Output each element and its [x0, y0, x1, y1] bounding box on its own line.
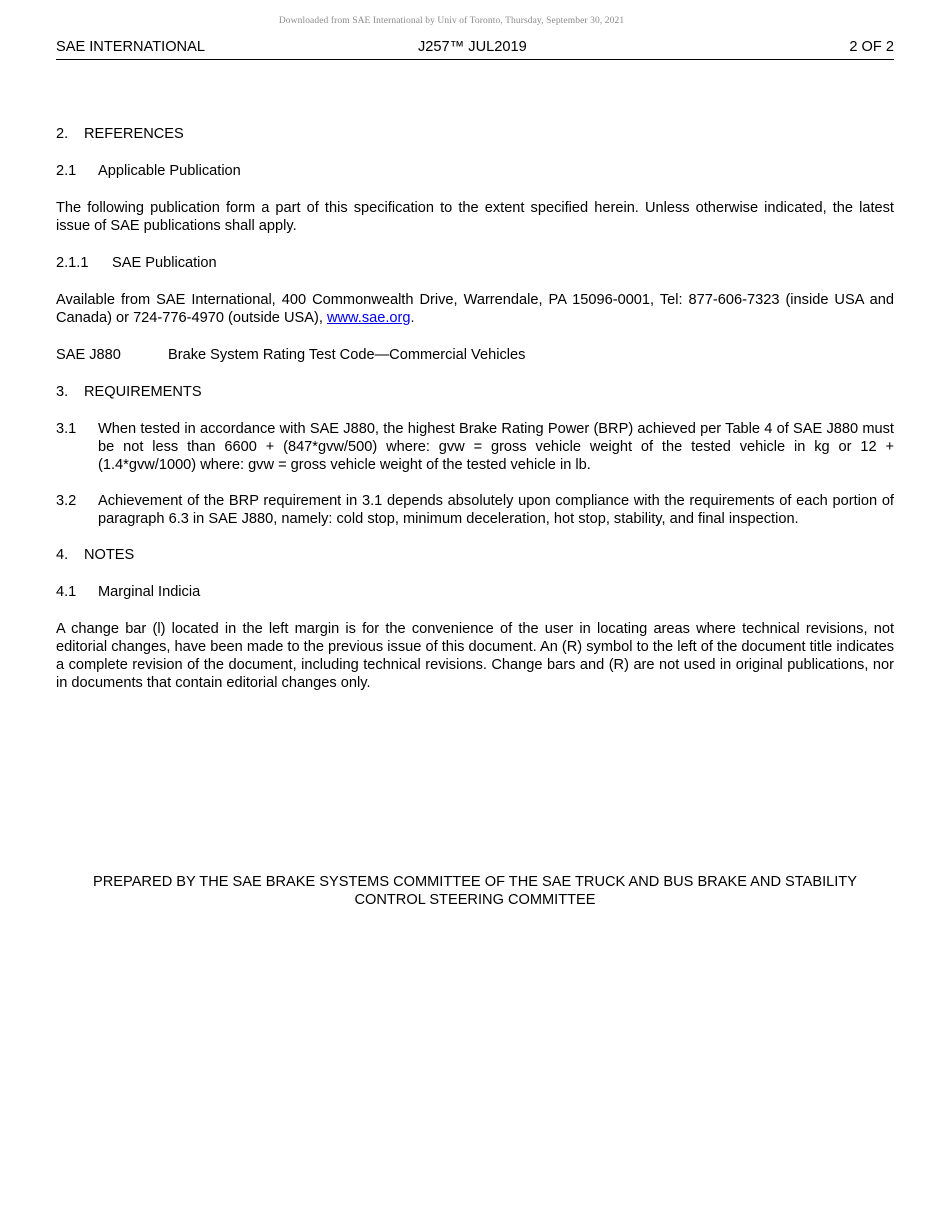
availability-text-end: .	[410, 310, 415, 326]
requirement-item	[56, 492, 894, 528]
header-page-number: 2 OF 2	[849, 39, 894, 55]
prepared-by-line-1: PREPARED BY THE SAE BRAKE SYSTEMS COMMITTEE OF THE SAE TRUCK AND BUS BRAKE AND STABILITY	[93, 874, 857, 890]
section-notes-heading	[56, 546, 894, 564]
section-number: 3.	[56, 384, 69, 400]
marginal-indicia-text: A change bar (l) located in the left margin is for the convenience of the user in locating areas where technical revisions, not editorial changes, have been made to the previous issue of this document. An (R) symbol to the left of the document title indicates a complete revision of the document, including technical revisions. Change bars and (R) are not used in original publications, nor in documents that contain editorial changes only.	[56, 621, 894, 691]
header-organization: SAE INTERNATIONAL	[56, 39, 205, 55]
section-title: REQUIREMENTS	[84, 384, 202, 400]
reference-title: Brake System Rating Test Code—Commercial Vehicles	[168, 347, 526, 363]
requirement-text: When tested in accordance with SAE J880, the highest Brake Rating Power (BRP) achieved per Table 4 of SAE J880 must be not less than 6600 + (847*gvw/500) where: gvw = gross vehicle weight of the tested vehicle in kg or 12 + (1.4*gvw/1000) where: gvw = gross vehicle weight of the tested vehicle in lb.	[98, 421, 894, 473]
section-number: 2.1.1	[56, 255, 89, 271]
sae-publication-text	[56, 291, 894, 327]
section-title: SAE Publication	[112, 255, 217, 271]
requirement-item	[56, 420, 894, 474]
section-sae-publication-heading	[56, 254, 894, 272]
section-applicable-publication-heading	[56, 162, 894, 180]
section-number: 4.1	[56, 584, 77, 600]
section-number: 4.	[56, 547, 69, 563]
section-title: Marginal Indicia	[98, 584, 201, 600]
section-requirements-heading	[56, 383, 894, 401]
prepared-by-statement	[56, 873, 894, 909]
document-body	[56, 125, 894, 711]
reference-code: SAE J880	[56, 347, 121, 363]
sae-website-link[interactable]: www.sae.org	[326, 310, 411, 326]
section-number: 2.	[56, 126, 69, 142]
section-title: NOTES	[84, 547, 135, 563]
requirement-number: 3.2	[56, 493, 77, 509]
page-header	[56, 39, 894, 60]
prepared-by-line-2: CONTROL STEERING COMMITTEE	[354, 892, 596, 908]
header-document-id: J257™ JUL2019	[418, 39, 527, 55]
availability-text: Available from SAE International, 400 Commonwealth Drive, Warrendale, PA 15096-0001, Tel: 877-606-7323 (inside USA and Canada) or 724-776-4970 (outside USA),	[56, 292, 894, 326]
requirement-number: 3.1	[56, 421, 77, 437]
section-number: 2.1	[56, 163, 77, 179]
requirement-text: Achievement of the BRP requirement in 3.1 depends absolutely upon compliance with the requirements of each portion of paragraph 6.3 in SAE J880, namely: cold stop, minimum deceleration, hot stop, stability, and final inspection.	[98, 493, 894, 527]
reference-entry	[56, 346, 894, 364]
section-title: REFERENCES	[84, 126, 184, 142]
applicable-publication-text: The following publication form a part of this specification to the extent specified herein. Unless otherwise indicated, the latest issue of SAE publications shall apply.	[56, 200, 894, 234]
download-watermark: Downloaded from SAE International by Univ of Toronto, Thursday, September 30, 2021	[278, 16, 625, 26]
section-references-heading	[56, 125, 894, 143]
section-marginal-indicia-heading	[56, 583, 894, 601]
section-title: Applicable Publication	[98, 163, 241, 179]
